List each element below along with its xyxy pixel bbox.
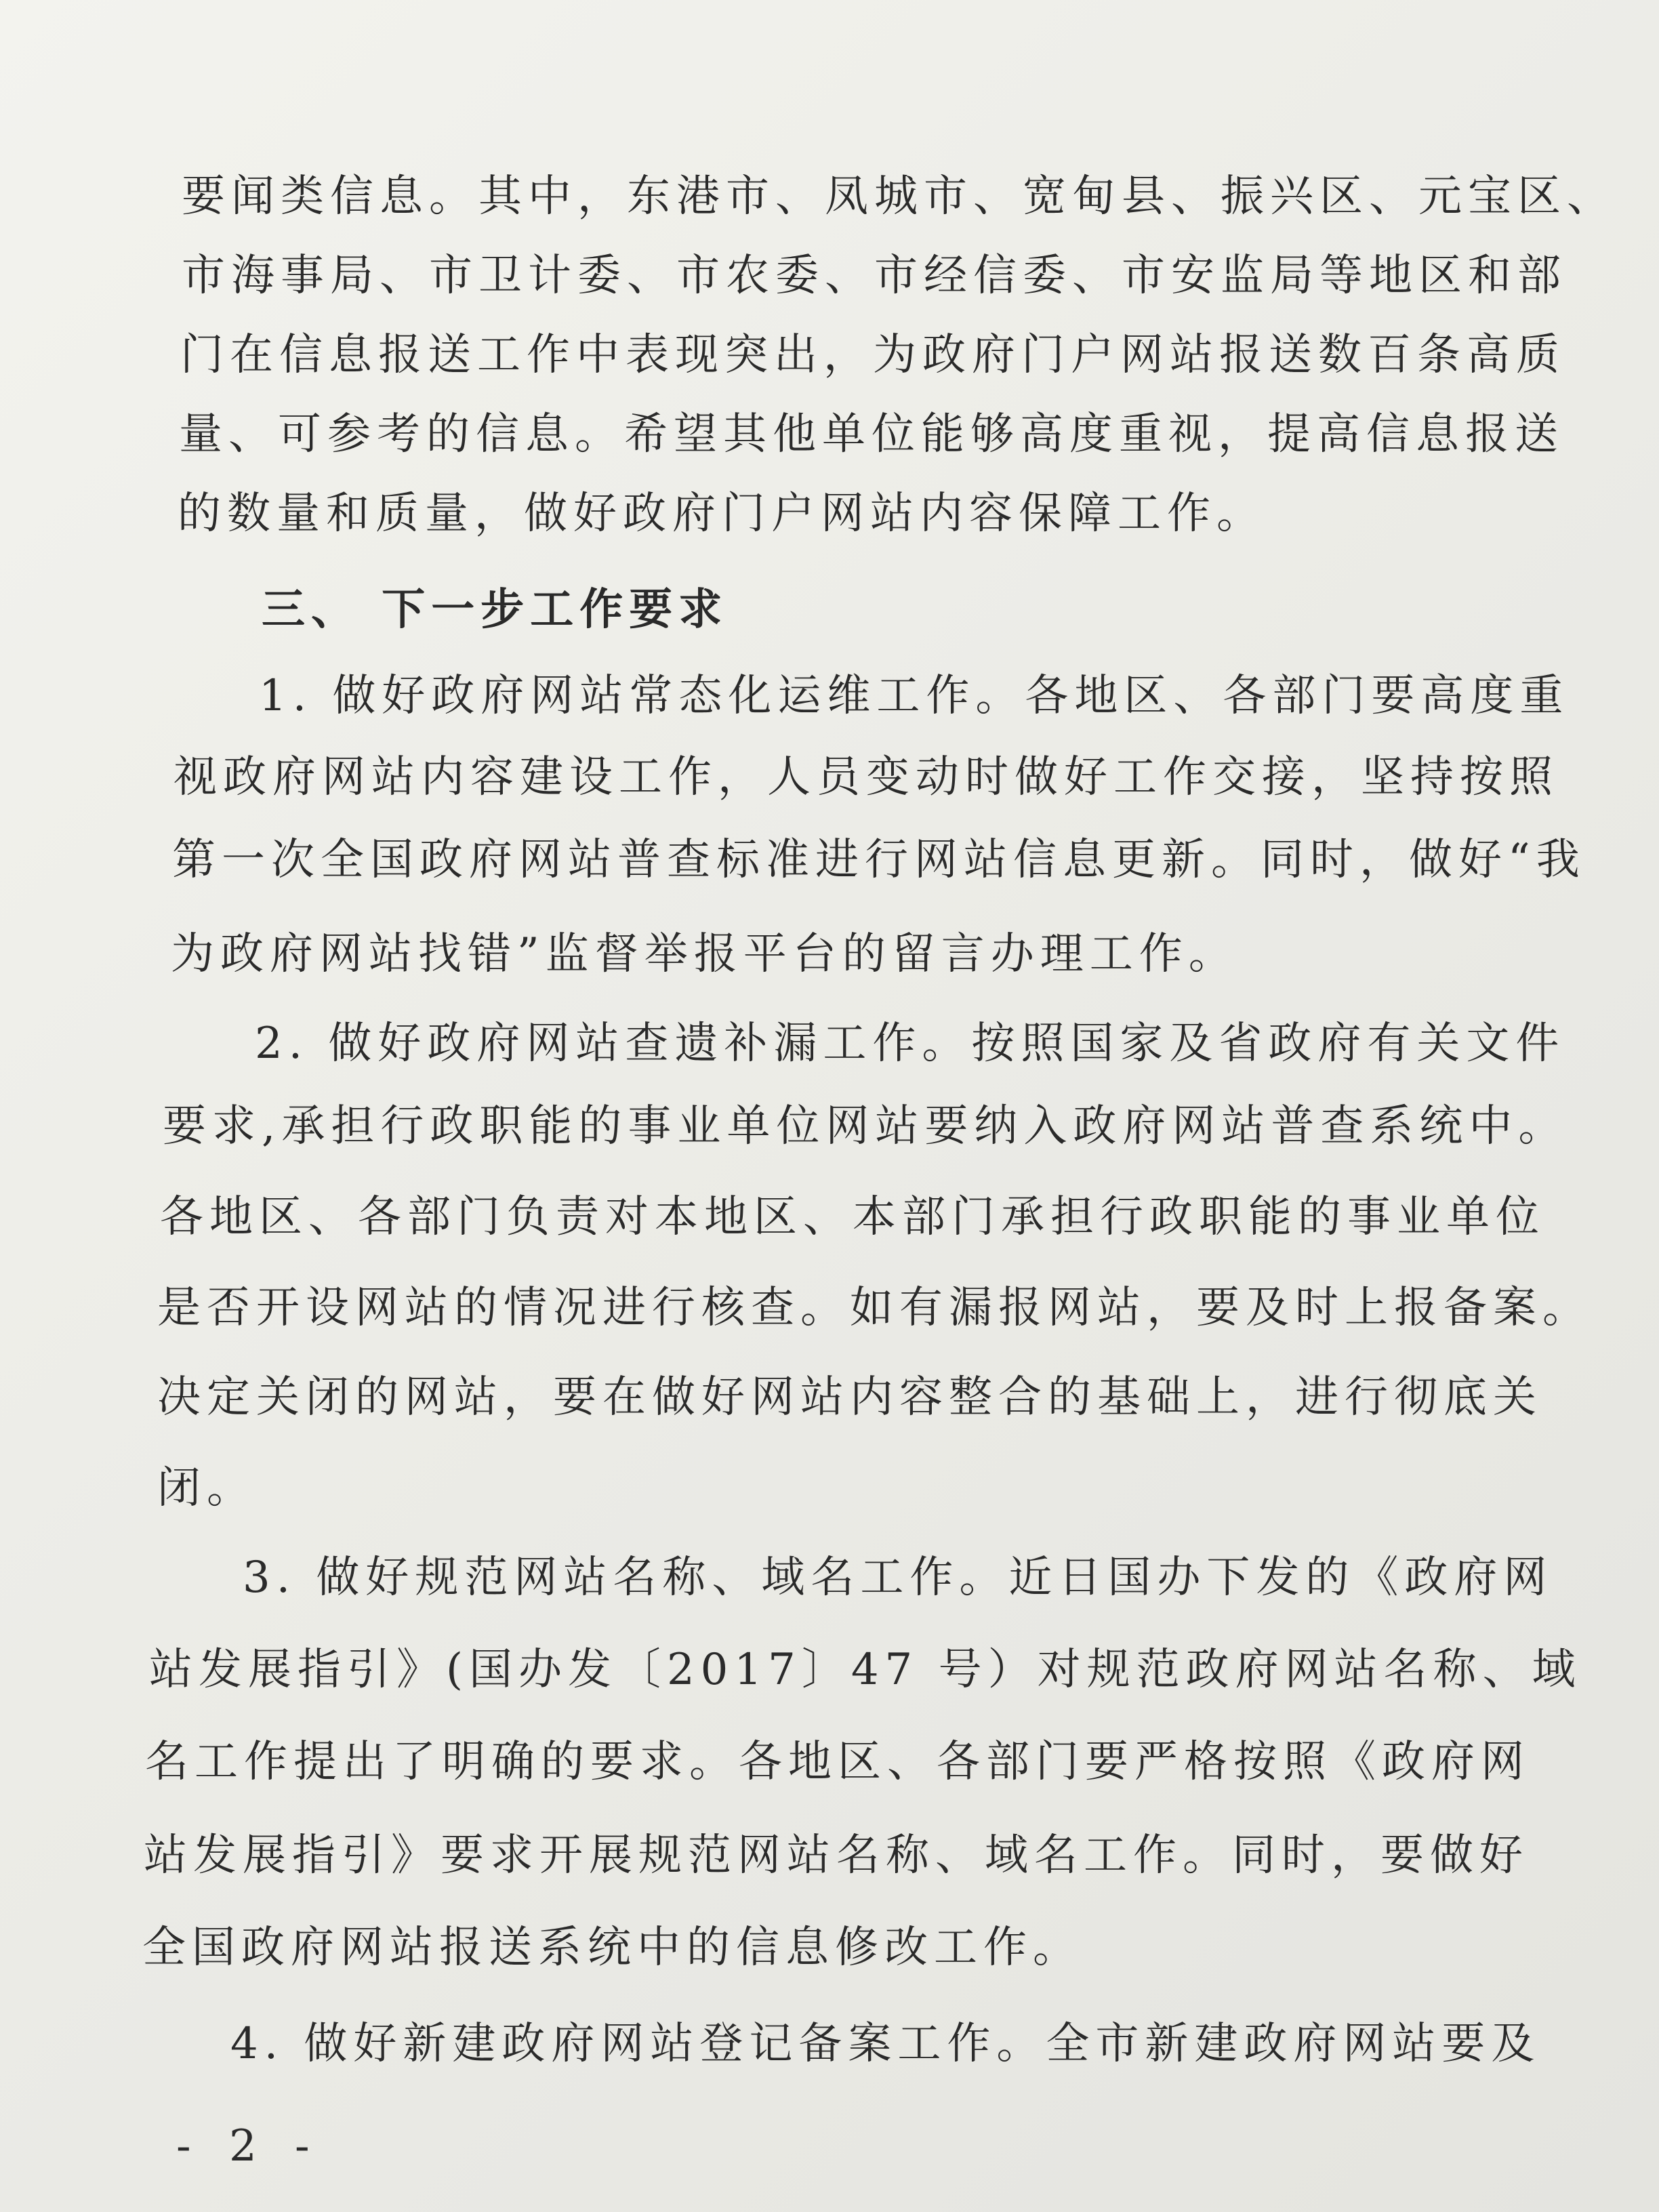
text-line: 的数量和质量，做好政府门户网站内容保障工作。 — [178, 489, 1266, 539]
text-line: 4. 做好新建政府网站登记备案工作。全市新建政府网站要及 — [230, 2019, 1541, 2069]
text-line: 要闻类信息。其中，东港市、凤城市、宽甸县、振兴区、元宝区、 — [182, 171, 1616, 222]
text-line: 视政府网站内容建设工作，人员变动时做好工作交接，坚持按照 — [173, 752, 1559, 802]
text-line: 3. 做好规范网站名称、域名工作。近日国办下发的《政府网 — [243, 1553, 1553, 1603]
text-line: 量、可参考的信息。希望其他单位能够高度重视，提高信息报送 — [179, 409, 1564, 459]
text-line: 站发展指引》(国办发〔2017〕47 号）对规范政府网站名称、域 — [149, 1645, 1582, 1695]
text-line: 全国政府网站报送系统中的信息修改工作。 — [142, 1923, 1082, 1973]
text-line: 门在信息报送工作中表现突出，为政府门户网站报送数百条高质 — [180, 330, 1565, 380]
text-line: 第一次全国政府网站普查标准进行网站信息更新。同时，做好“我 — [172, 835, 1586, 885]
text-line: 名工作提出了明确的要求。各地区、各部门要严格按照《政府网 — [145, 1737, 1530, 1787]
text-line: 各地区、各部门负责对本地区、本部门承担行政职能的事业单位 — [160, 1192, 1545, 1242]
text-line: 是否开设网站的情况进行核查。如有漏报网站，要及时上报备案。 — [157, 1283, 1592, 1333]
text-line: 1. 做好政府网站常态化运维工作。各地区、各部门要高度重 — [259, 671, 1570, 721]
text-line: 市海事局、市卫计委、市农委、市经信委、市安监局等地区和部 — [182, 251, 1567, 301]
text-line: 闭。 — [157, 1463, 256, 1513]
section-heading: 三、 下一步工作要求 — [262, 584, 729, 635]
text-line: 要求,承担行政职能的事业单位网站要纳入政府网站普查系统中。 — [163, 1101, 1568, 1151]
text-line: 站发展指引》要求开展规范网站名称、域名工作。同时，要做好 — [144, 1830, 1529, 1881]
text-line: 2. 做好政府网站查遗补漏工作。按照国家及省政府有关文件 — [255, 1019, 1565, 1069]
text-line: 决定关闭的网站，要在做好网站内容整合的基础上，进行彻底关 — [157, 1372, 1542, 1422]
page-number: - 2 - — [176, 2121, 322, 2171]
text-line: 为政府网站找错”监督举报平台的留言办理工作。 — [171, 929, 1238, 979]
